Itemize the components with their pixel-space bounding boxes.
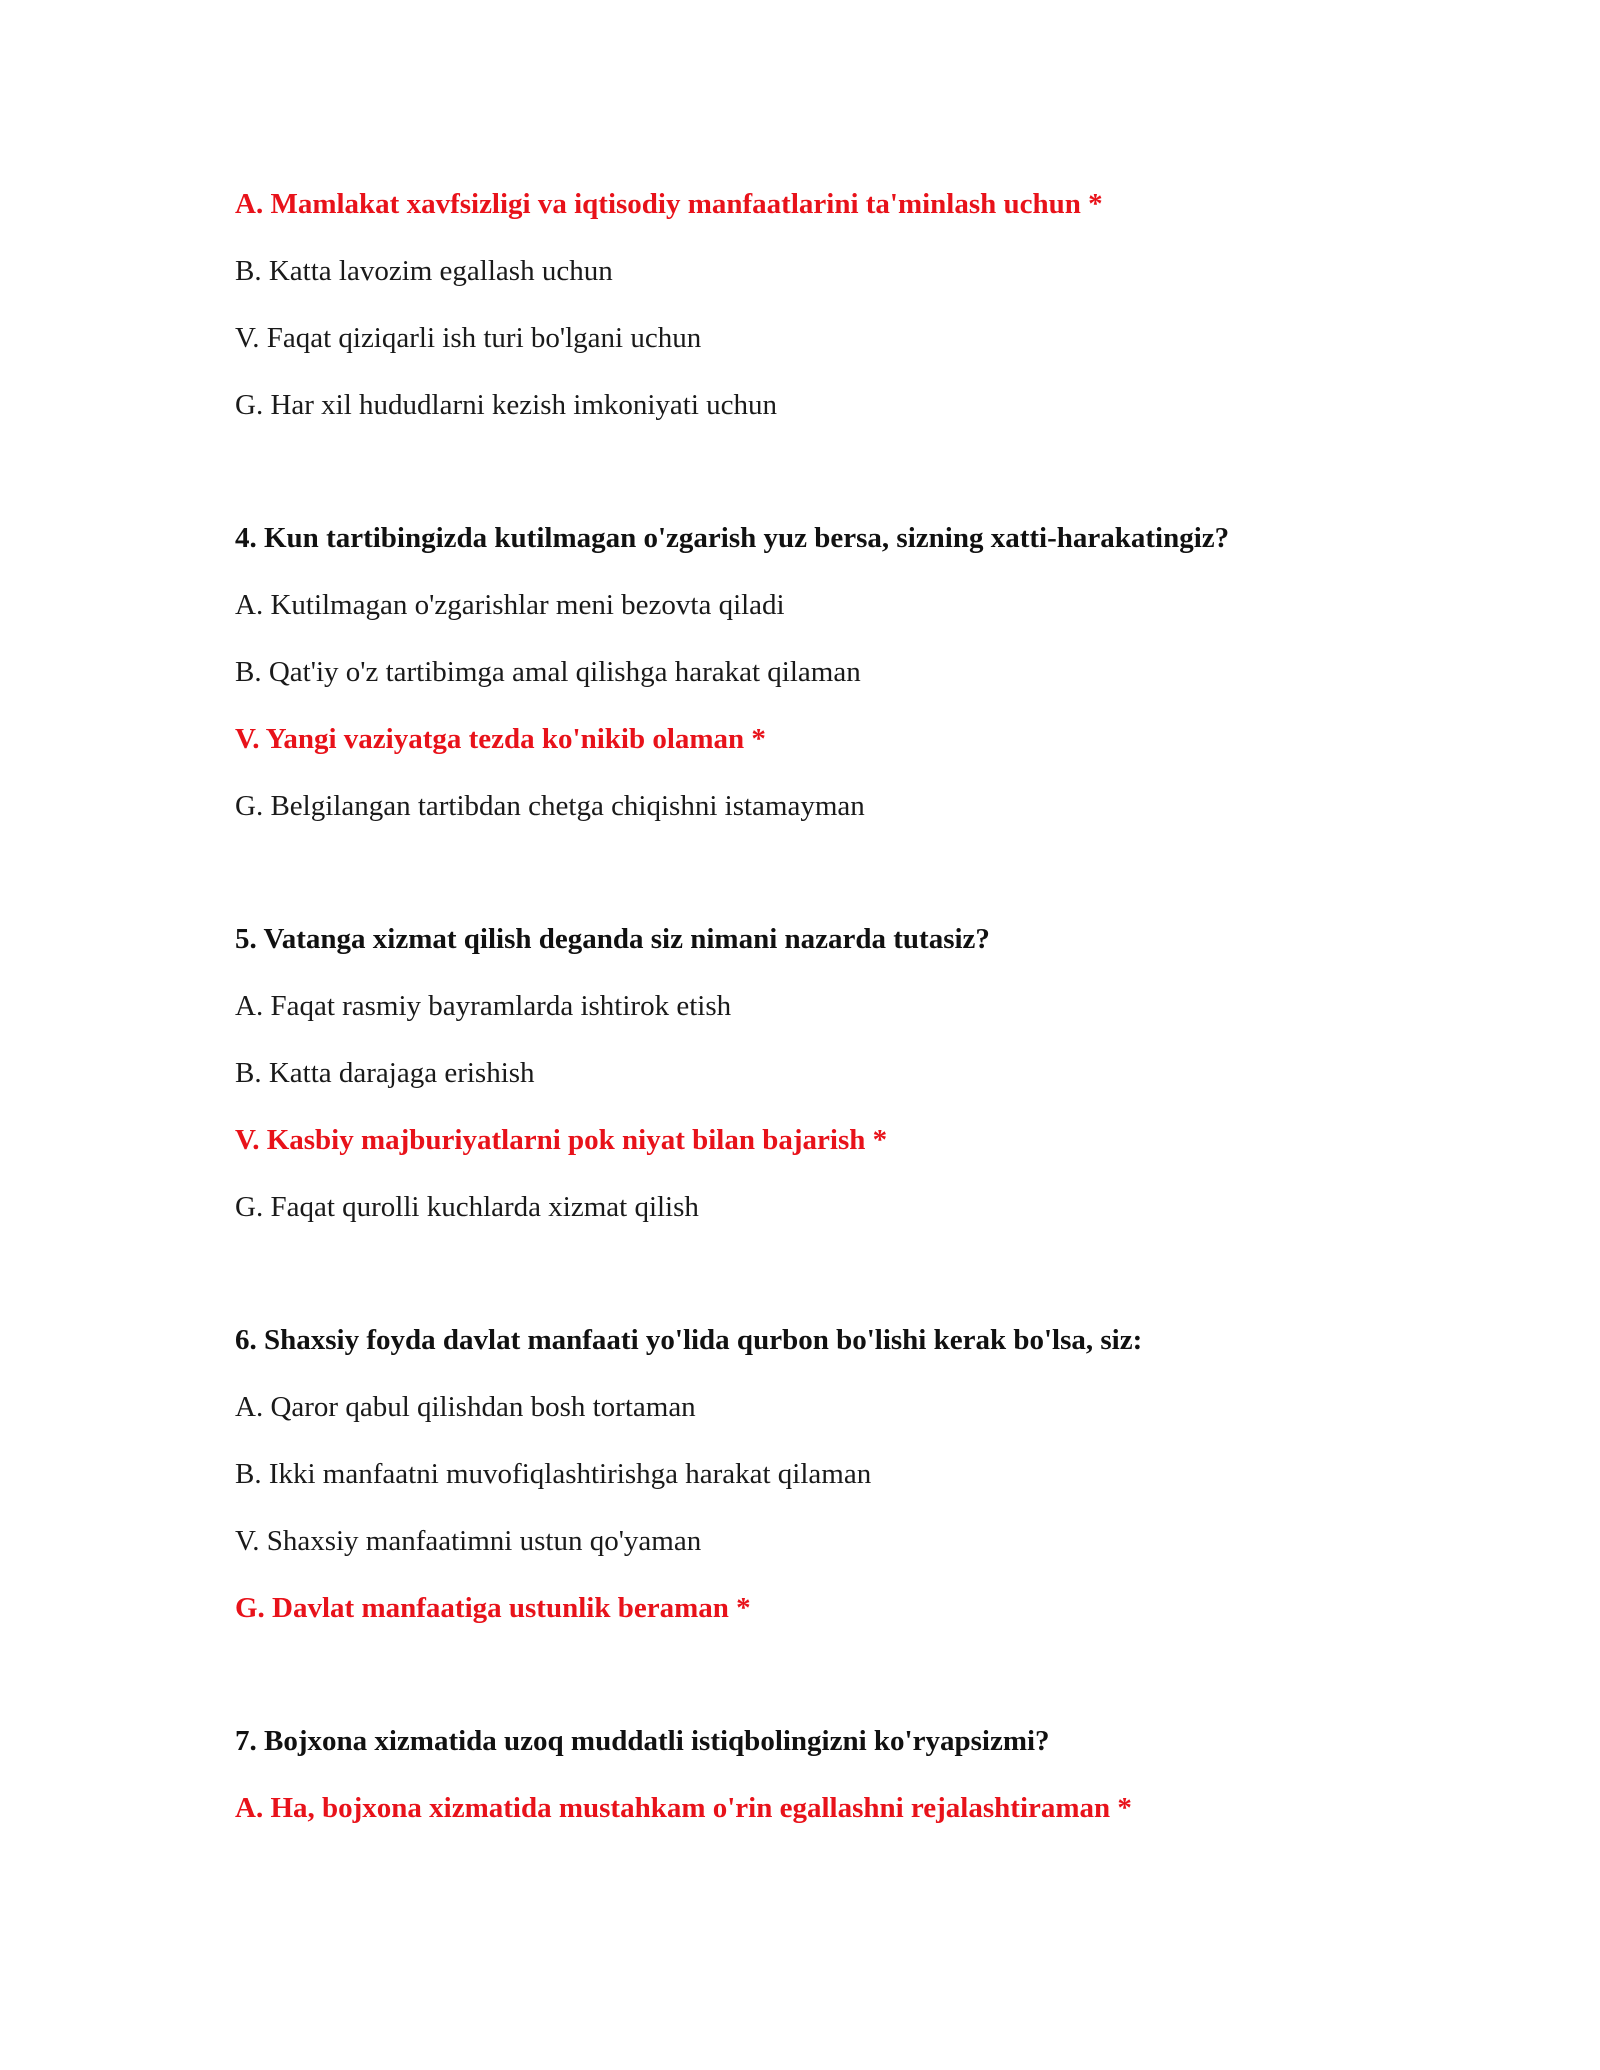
q5-option-a: A. Faqat rasmiy bayramlarda ishtirok etish [235, 990, 732, 1022]
q4-option-g: G. Belgilangan tartibdan chetga chiqishni istamayman [235, 790, 865, 822]
q4-question: 4. Kun tartibingizda kutilmagan o'zgarish yuz bersa, sizning xatti-harakatingiz? [235, 522, 1230, 554]
q6-option-b: B. Ikki manfaatni muvofiqlashtirishga harakat qilaman [235, 1458, 872, 1490]
q6-option-a: A. Qaror qabul qilishdan bosh tortaman [235, 1391, 696, 1423]
q3-option-b: B. Katta lavozim egallash uchun [235, 255, 613, 287]
q4-option-b: B. Qat'iy o'z tartibimga amal qilishga harakat qilaman [235, 656, 861, 688]
q3-option-a: A. Mamlakat xavfsizligi va iqtisodiy manfaatlarini ta'minlash uchun * [235, 188, 1103, 220]
q6-option-v: V. Shaxsiy manfaatimni ustun qo'yaman [235, 1525, 702, 1557]
q4-option-a: A. Kutilmagan o'zgarishlar meni bezovta qiladi [235, 589, 785, 621]
q6-option-g: G. Davlat manfaatiga ustunlik beraman * [235, 1592, 751, 1624]
q3-option-g: G. Har xil hududlarni kezish imkoniyati uchun [235, 389, 778, 421]
q7-question: 7. Bojxona xizmatida uzoq muddatli istiqbolingizni ko'ryapsizmi? [235, 1725, 1050, 1757]
q7-option-a: A. Ha, bojxona xizmatida mustahkam o'rin egallashni rejalashtiraman * [235, 1792, 1132, 1824]
q5-question: 5. Vatanga xizmat qilish deganda siz nimani nazarda tutasiz? [235, 923, 990, 955]
q4-option-v: V. Yangi vaziyatga tezda ko'nikib olaman * [235, 723, 766, 755]
q3-option-v: V. Faqat qiziqarli ish turi bo'lgani uchun [235, 322, 702, 354]
q6-question: 6. Shaxsiy foyda davlat manfaati yo'lida qurbon bo'lishi kerak bo'lsa, siz: [235, 1324, 1143, 1356]
q5-option-g: G. Faqat qurolli kuchlarda xizmat qilish [235, 1191, 699, 1223]
q5-option-b: B. Katta darajaga erishish [235, 1057, 535, 1089]
q5-option-v: V. Kasbiy majburiyatlarni pok niyat bilan bajarish * [235, 1124, 888, 1156]
